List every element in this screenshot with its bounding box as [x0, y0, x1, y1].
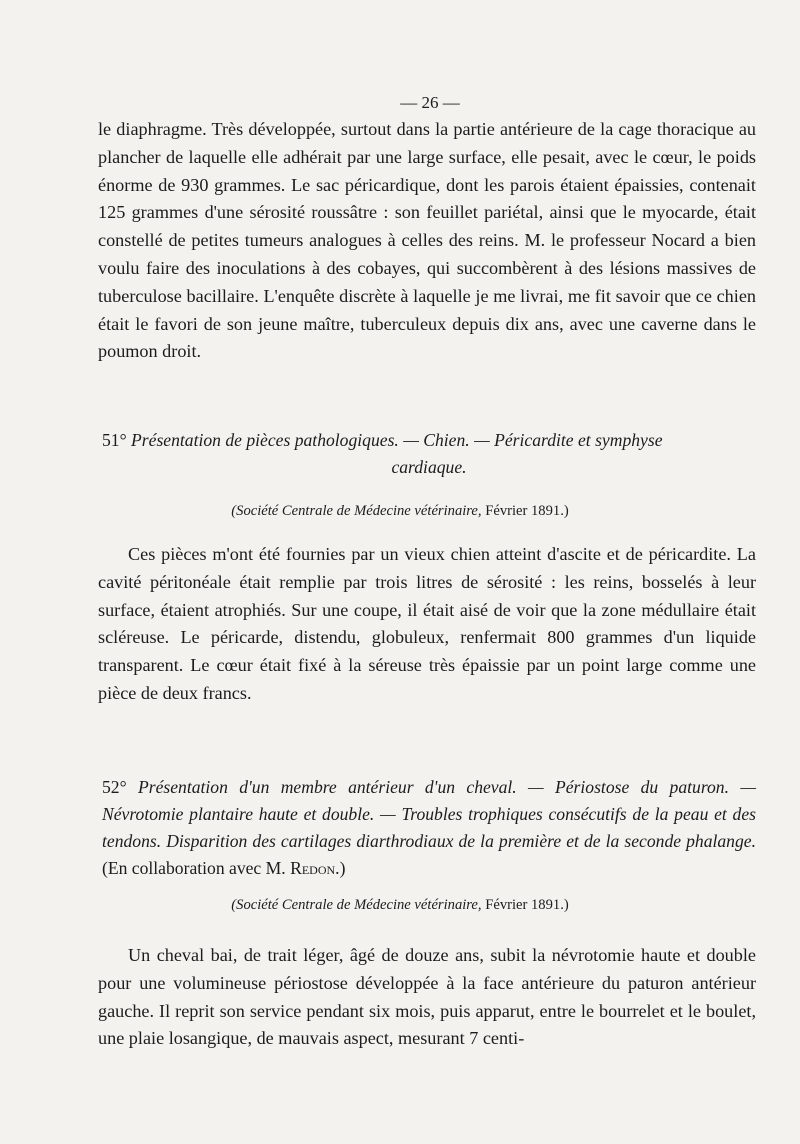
section-52-source-date: Février 1891.)	[485, 897, 569, 913]
section-51-source-society: (Société Centrale de Médecine vétérinaire,	[231, 503, 482, 519]
intro-paragraph: le diaphragme. Très développée, surtout dans la partie antérieure de la cage thoracique au plancher de laquelle elle adhérait par une large surface, elle pesait, avec le cœur, le poids énorme de 930 grammes. Le sac péricardique, dont les parois étaient épaissies, contenait 125 grammes d'une sérosité roussâtre : son feuillet pariétal, ainsi que le myocarde, était constellé de petites tumeurs analogues à celles des reins. M. le professeur Nocard a bien voulu faire des inoculations à des cobayes, qui succombèrent à des lésions massives de tuberculose bacillaire. L'enquête discrète à laquelle je me livrai, me fit savoir que ce chien était le favori de son jeune maître, tuberculeux depuis dix ans, avec une caverne dans le poumon droit.	[98, 119, 756, 362]
section-51-source	[0, 503, 800, 520]
section-52-title-text: Présentation d'un membre antérieur d'un cheval. — Périostose du paturon. — Névrotomie plantaire haute et double. — Troubles trophiques consécutifs de la peau et des tendons. Disparition des cartilages diarthrodiaux de la première et de la seconde phalange.	[102, 777, 756, 851]
section-52-title	[102, 774, 756, 882]
section-51-source-date: Février 1891.)	[485, 503, 569, 519]
page-number: — 26 —	[400, 93, 460, 112]
section-51-heading	[102, 427, 756, 481]
section-51-title-line2: cardiaque.	[391, 457, 467, 477]
section-52-source	[0, 897, 800, 914]
section-51-number: 51°	[102, 430, 127, 450]
section-52-source-society: (Société Centrale de Médecine vétérinaire,	[231, 897, 482, 913]
section-52-body: Un cheval bai, de trait léger, âgé de douze ans, subit la névrotomie haute et double pour une volumineuse périostose développée à la face antérieure du paturon antérieur gauche. Il reprit son service pendant six mois, puis apparut, entre le bourrelet et le boulet, une plaie losangique, de mauvais aspect, mesurant 7 centi-	[98, 945, 756, 1049]
section-52-collab-name: Redon	[290, 858, 336, 878]
section-51-title-line1	[102, 427, 756, 454]
section-52-collab: (En collaboration avec M. Redon.)	[102, 858, 346, 878]
section-52-heading	[102, 774, 756, 882]
section-52-number: 52°	[102, 777, 127, 797]
section-51-body: Ces pièces m'ont été fournies par un vieux chien atteint d'ascite et de péricardite. La cavité péritonéale était remplie par trois litres de sérosité : les reins, bosselés à leur surface, étaient atrophiés. Sur une coupe, il était aisé de voir que la zone médullaire était scléreuse. Le péricarde, distendu, globuleux, renfermait 800 grammes d'un liquide transparent. Le cœur était fixé à la séreuse très épaissie par un point large comme une pièce de deux francs.	[98, 544, 756, 703]
section-51-title-text: Présentation de pièces pathologiques. — Chien. — Péricardite et symphyse	[131, 430, 663, 450]
